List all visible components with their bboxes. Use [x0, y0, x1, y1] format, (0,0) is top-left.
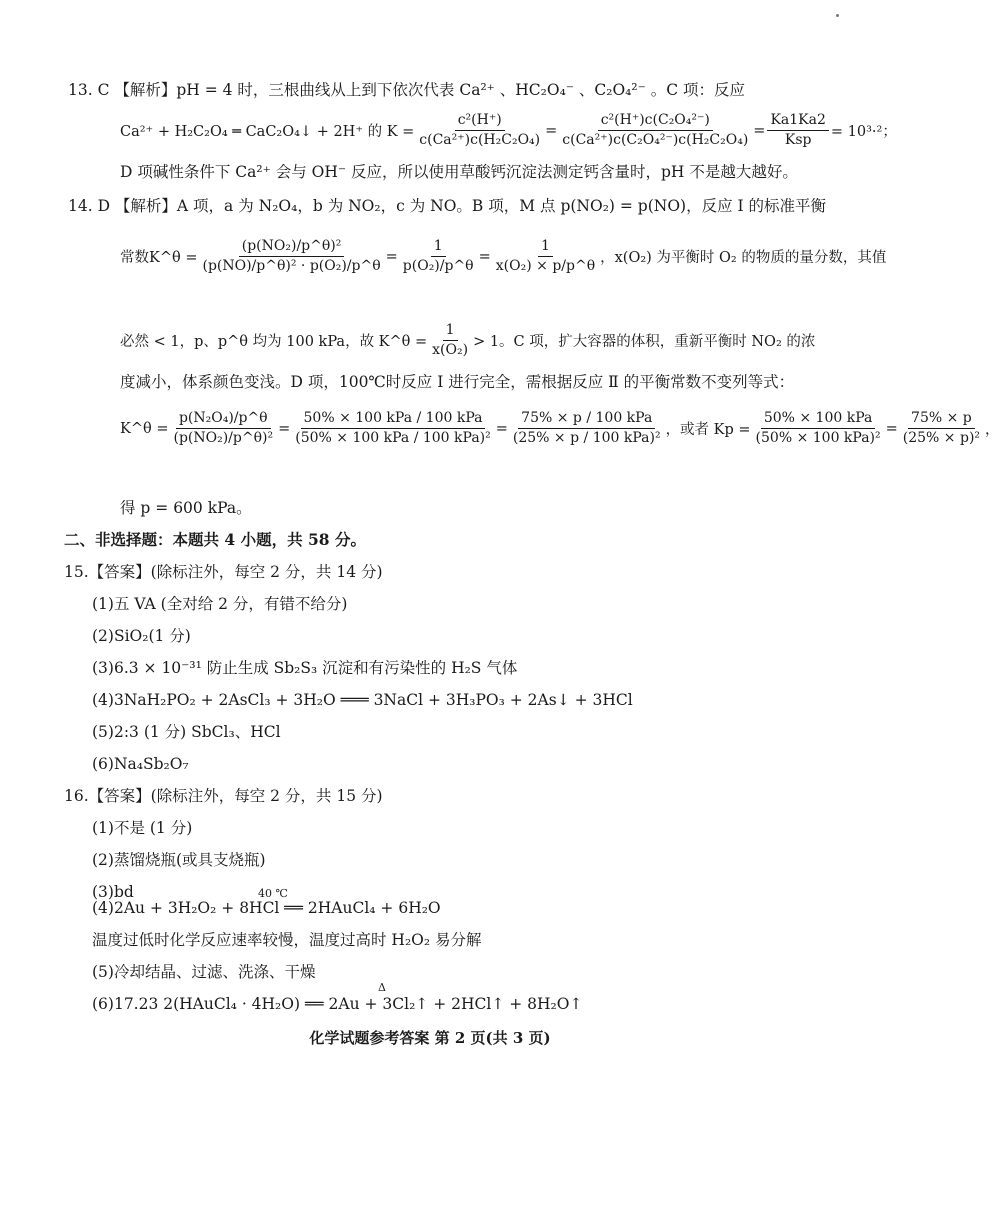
q14-kd2-den: (50% × 100 kPa / 100 kPa)²	[295, 430, 491, 446]
q15-item-5: (5)2:3 (1 分) SbCl₃、HCl	[92, 723, 281, 741]
q13-eq-result: = 10³·²；	[830, 124, 897, 140]
q13-fraction-2	[559, 112, 751, 149]
q16-item-3: (3)bd	[92, 883, 134, 901]
q16-header: 16.【答案】(除标注外，每空 2 分，共 15 分)	[64, 787, 383, 805]
q13-equation: Ca²⁺ + H₂C₂O₄ ═ CaC₂O₄↓ + 2H⁺ 的 K = $\frac{\text{c²(H⁺)}}{\text{c(Ca²⁺)c(H₂C₂O₄)}}$ = $\frac{\text{c²(H⁺)c(C₂O₄²⁻)}}{\text{c(Ca²⁺)c(C₂O₄²⁻)c(H₂C₂O₄)}}$ = $\frac{Ka1Ka2}{\text{Ksp}}$ = 10³·²；	[120, 112, 897, 148]
q16-cond-4: 40 ℃	[258, 887, 288, 900]
q14-kd2-num: 50% × 100 kPa / 100 kPa	[301, 404, 486, 429]
q15-item-2: (2)SiO₂(1 分)	[92, 627, 191, 645]
q14-k-last-den: x(O₂) × p/p^θ	[495, 258, 596, 274]
q14-kd5-fraction	[900, 410, 983, 447]
q14-k-tail: ，x(O₂) 为平衡时 O₂ 的物质的量分数，其值	[600, 250, 887, 266]
q14-line3	[120, 322, 815, 359]
q14-kd3-fraction	[510, 404, 664, 453]
q14-kd4-fraction	[753, 410, 884, 447]
q14-kd1-fraction	[170, 404, 276, 453]
q13-f3-den: Ksp	[784, 132, 812, 148]
q14-line6: 得 p = 600 kPa。	[120, 499, 252, 517]
q13-eq-prefix: Ca²⁺ + H₂C₂O₄ ═ CaC₂O₄↓ + 2H⁺ 的 K =	[120, 124, 415, 140]
q14-k-num: (p(NO₂)/p^θ)²	[239, 228, 345, 257]
q16-item-1: (1)不是 (1 分)	[92, 819, 193, 837]
q14-line3-num: 1	[443, 322, 458, 341]
q16-item-2: (2)蒸馏烧瓶(或具支烧瓶)	[92, 851, 266, 869]
q14-line4: 度减小，体系颜色变浅。D 项，100℃时反应 Ⅰ 进行完全，需根据反应 Ⅱ 的平衡常数不变列等式：	[120, 373, 795, 391]
q14-kd1-den: (p(NO₂)/p^θ)²	[173, 430, 274, 446]
section-title: 二、非选择题：本题共 4 小题，共 58 分。	[64, 530, 366, 549]
q13-line3: D 项碱性条件下 Ca²⁺ 会与 OH⁻ 反应，所以使用草酸钙沉淀法测定钙含量时，pH 不是越大越好。	[120, 163, 798, 181]
q16-item-4b: 温度过低时化学反应速率较慢，温度过高时 H₂O₂ 易分解	[92, 931, 482, 949]
q13-f1-den: c(Ca²⁺)c(H₂C₂O₄)	[419, 132, 541, 148]
q14-k-mid-fraction	[400, 238, 477, 275]
q13-line1: 13. C 【解析】pH = 4 时，三根曲线从上到下依次代表 Ca²⁺ 、HC₂O₄⁻ 、C₂O₄²⁻ 。C 项：反应	[68, 81, 746, 99]
q13-fraction-3	[767, 112, 828, 149]
q15-item-3: (3)6.3 × 10⁻³¹ 防止生成 Sb₂S₃ 沉淀和有污染性的 H₂S 气体	[92, 659, 518, 677]
q14-k-equation: 常数K^θ = $\frac{\text{(p(NO₂)/p\textasciicircum{}θ)²}}{\text{(p(NO)/p\textasciicircum{}θ)² · p(O₂)/p\textasciicircum{}θ}}$ = $\frac{1}{\text{p(O₂)/p\textasciicircum{}θ}}$ = $\frac{1}{\text{x(O₂) × p/p\textasciicircum{}θ}}$ ，x(O₂) 为平衡时 O₂ 的物质的量分数，其值	[120, 228, 886, 285]
q15-item-6: (6)Na₄Sb₂O₇	[92, 755, 189, 773]
q14-kd3-den: (25% × p / 100 kPa)²	[512, 430, 661, 446]
q14-kd3-num: 75% × p / 100 kPa	[518, 404, 655, 429]
q14-kd4-num: 50% × 100 kPa	[761, 410, 876, 429]
q14-k-fraction	[199, 228, 383, 285]
q13-fraction-1	[416, 112, 543, 149]
q16-cond-6: Δ	[378, 981, 386, 994]
q14-kd5-den: (25% × p)²	[902, 430, 981, 446]
q13-f1-num: c²(H⁺)	[455, 112, 505, 131]
page-footer: 化学试题参考答案 第 2 页(共 3 页)	[309, 1029, 551, 1047]
q13-f2-num: c²(H⁺)c(C₂O₄²⁻)	[598, 112, 713, 131]
q14-k-mid-num: 1	[431, 238, 446, 257]
q14-k-last-fraction	[493, 238, 598, 275]
q15-item-4: (4)3NaH₂PO₂ + 2AsCl₃ + 3H₂O ═══ 3NaCl + 3H₃PO₃ + 2As↓ + 3HCl	[92, 691, 633, 709]
q14-kd-or: ，或者 Kp =	[665, 422, 751, 438]
q14-kd-equation: K^θ = $\frac{\text{p(N₂O₄)/p\textasciicircum{}θ}}{\text{(p(NO₂)/p\textasciicircum{}θ)²}}$ = $\frac{\text{50\% × 100 kPa / 100 kPa}}{\text{(50\% × 100 kPa / 100 kPa)²}}$ = $\frac{\text{75\% × p / 100 kPa}}{\text{(25\% × p / 100 kPa)²}}$ ，或者 Kp = $\frac{\text{50\% × 100 kPa}}{\text{(50\% × 100 kPa)²}}$ = $\frac{75\% \times p}{\text{(25\% × p)²}}$ ，	[120, 404, 1000, 453]
q14-k-last-num: 1	[538, 238, 553, 257]
q14-k-mid-den: p(O₂)/p^θ	[402, 258, 474, 274]
q14-k-label: 常数K^θ =	[120, 250, 198, 266]
q16-item-4: (4)2Au + 3H₂O₂ + 8HCl ══ 2HAuCl₄ + 6H₂O	[92, 899, 441, 917]
q14-kd1-num: p(N₂O₄)/p^θ	[176, 404, 271, 429]
q13-f3-num: Ka1Ka2	[767, 112, 828, 131]
q14-line3-pre: 必然 < 1，p、p^θ 均为 100 kPa，故 K^θ =	[120, 334, 428, 350]
q16-item-6: (6)17.23 2(HAuCl₄ · 4H₂O) ══ 2Au + 3Cl₂↑ + 2HCl↑ + 8H₂O↑	[92, 995, 583, 1013]
q14-kd5-num: 75% × p	[908, 410, 975, 429]
scan-dot	[836, 14, 839, 17]
q14-k-den: (p(NO)/p^θ)² · p(O₂)/p^θ	[202, 258, 381, 274]
q14-kd-label: K^θ =	[120, 420, 169, 437]
q16-item-5: (5)冷却结晶、过滤、洗涤、干燥	[92, 963, 316, 981]
q15-header: 15.【答案】(除标注外，每空 2 分，共 14 分)	[64, 563, 383, 581]
q14-line3-fraction	[429, 322, 471, 359]
q14-kd4-den: (50% × 100 kPa)²	[755, 430, 881, 446]
q13-f2-den: c(Ca²⁺)c(C₂O₄²⁻)c(H₂C₂O₄)	[562, 132, 749, 148]
q14-kd2-fraction	[292, 404, 494, 453]
q14-line3-post: > 1。C 项，扩大容器的体积，重新平衡时 NO₂ 的浓	[473, 334, 816, 350]
q14-line3-den: x(O₂)	[432, 342, 469, 358]
q15-item-1: (1)五 VA (全对给 2 分，有错不给分)	[92, 595, 348, 613]
q14-line1: 14. D 【解析】A 项，a 为 N₂O₄，b 为 NO₂，c 为 NO。B 项，M 点 p(NO₂) = p(NO)，反应 Ⅰ 的标准平衡	[68, 197, 827, 215]
